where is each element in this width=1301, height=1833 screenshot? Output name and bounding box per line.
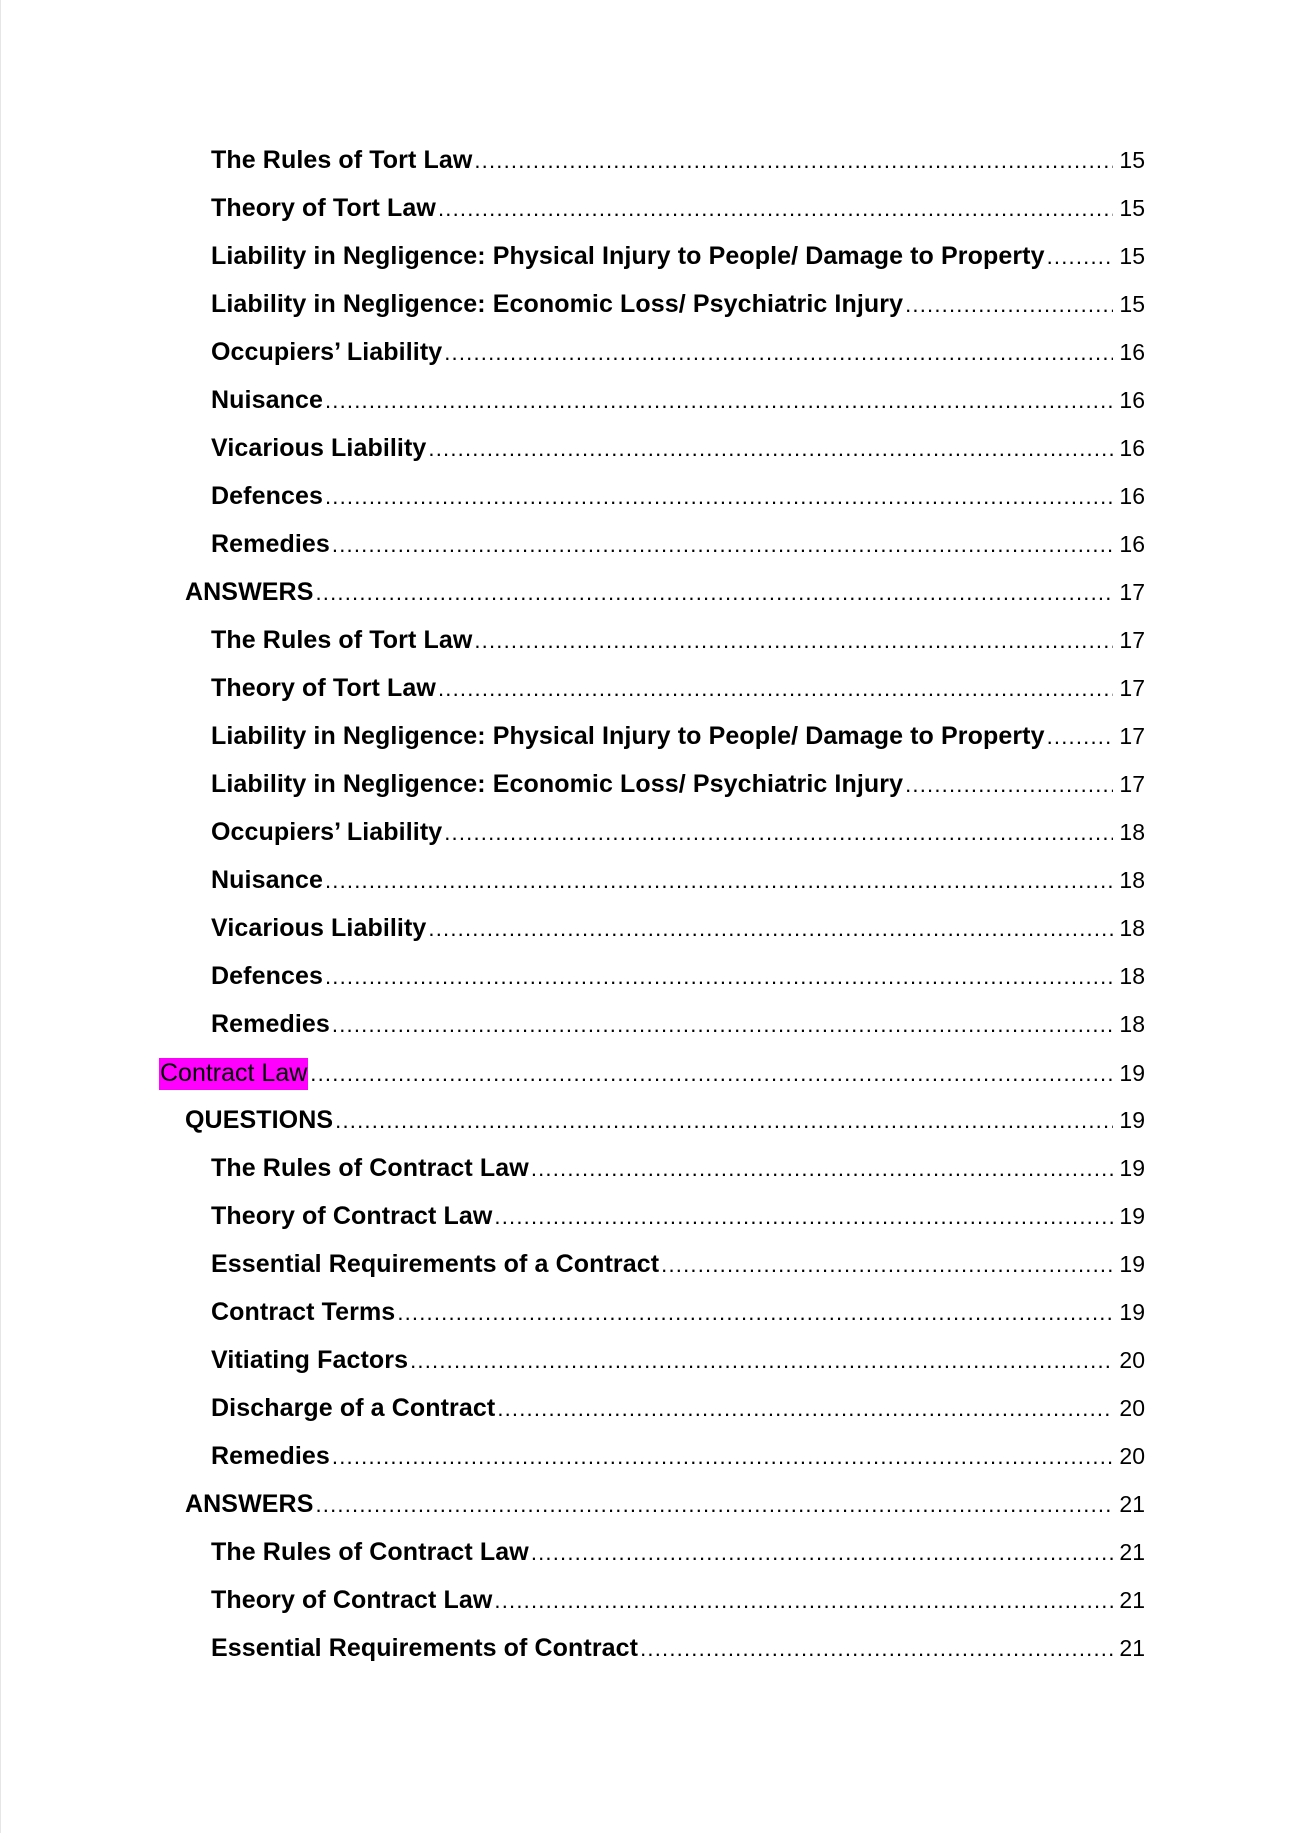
toc-page-number: 21 <box>1119 1539 1145 1565</box>
toc-dot-leader <box>531 1540 1113 1566</box>
toc-entry[interactable] <box>1 866 1301 914</box>
toc-entry[interactable] <box>1 146 1301 194</box>
toc-section-answers[interactable] <box>1 578 1301 626</box>
toc-page-number: 20 <box>1119 1395 1145 1421</box>
toc-entry-title: Liability in Negligence: Physical Injury to People/ Damage to Property <box>211 722 1045 750</box>
toc-page-number: 17 <box>1119 627 1145 653</box>
toc-page-number: 18 <box>1119 915 1145 941</box>
toc-page-number: 17 <box>1119 579 1145 605</box>
toc-dot-leader <box>494 1204 1113 1230</box>
toc-page-number: 15 <box>1119 291 1145 317</box>
toc-dot-leader <box>325 964 1113 990</box>
toc-entry[interactable] <box>1 1586 1301 1634</box>
toc-entry[interactable] <box>1 914 1301 962</box>
toc-dot-leader <box>428 436 1113 462</box>
toc-dot-leader <box>332 1444 1113 1470</box>
toc-page-number: 17 <box>1119 675 1145 701</box>
toc-section-answers[interactable] <box>1 1490 1301 1538</box>
toc-page-number: 17 <box>1119 771 1145 797</box>
toc-page-number: 17 <box>1119 723 1145 749</box>
toc-entry[interactable] <box>1 1346 1301 1394</box>
toc-page-number: 19 <box>1119 1203 1145 1229</box>
toc-dot-leader <box>438 196 1113 222</box>
toc-entry-title: Defences <box>211 962 323 990</box>
toc-entry[interactable] <box>1 1202 1301 1250</box>
toc-entry-title: The Rules of Contract Law <box>211 1538 529 1566</box>
toc-entry-title: Essential Requirements of Contract <box>211 1634 639 1662</box>
toc-dot-leader <box>428 916 1113 942</box>
toc-entry-title: Nuisance <box>211 866 323 894</box>
toc-entry-title: The Rules of Tort Law <box>211 146 473 174</box>
toc-entry-title: ANSWERS <box>185 578 314 606</box>
toc-dot-leader <box>332 1012 1113 1038</box>
toc-entry-title: Remedies <box>211 530 330 558</box>
toc-page-number: 16 <box>1119 339 1145 365</box>
toc-entry-title: ANSWERS <box>185 1490 314 1518</box>
toc-entry[interactable] <box>1 386 1301 434</box>
toc-page-number: 18 <box>1119 963 1145 989</box>
toc-dot-leader <box>494 1588 1113 1614</box>
toc-entry-title: The Rules of Tort Law <box>211 626 473 654</box>
toc-dot-leader <box>332 532 1113 558</box>
toc-entry[interactable] <box>1 482 1301 530</box>
toc-entry[interactable] <box>1 1538 1301 1586</box>
toc-page-number: 15 <box>1119 147 1145 173</box>
toc-entry-title: Theory of Contract Law <box>211 1586 493 1614</box>
toc-dot-leader <box>640 1636 1113 1662</box>
toc-entry[interactable] <box>1 338 1301 386</box>
toc-entry[interactable] <box>1 770 1301 818</box>
toc-page-number: 16 <box>1119 387 1145 413</box>
toc-page-number: 19 <box>1119 1155 1145 1181</box>
toc-dot-leader <box>325 868 1113 894</box>
toc-page-number: 21 <box>1119 1491 1145 1517</box>
toc-page-number: 19 <box>1119 1107 1145 1133</box>
toc-dot-leader <box>497 1396 1113 1422</box>
toc-page-number: 18 <box>1119 1011 1145 1037</box>
toc-entry[interactable] <box>1 674 1301 722</box>
toc-dot-leader <box>1047 244 1113 270</box>
toc-dot-leader <box>325 388 1113 414</box>
toc-entry[interactable] <box>1 1634 1301 1682</box>
toc-entry[interactable] <box>1 530 1301 578</box>
toc-entry-title: Liability in Negligence: Economic Loss/ Psychiatric Injury <box>211 770 904 798</box>
toc-entry-title: Vicarious Liability <box>211 434 427 462</box>
toc-page-number: 15 <box>1119 195 1145 221</box>
toc-entry-title: Remedies <box>211 1442 330 1470</box>
toc-entry-title: Contract Terms <box>211 1298 396 1326</box>
toc-page-number: 19 <box>1119 1299 1145 1325</box>
toc-section-questions[interactable] <box>1 1106 1301 1154</box>
toc-dot-leader <box>410 1348 1113 1374</box>
toc-dot-leader <box>661 1252 1113 1278</box>
toc-entry-title: Remedies <box>211 1010 330 1038</box>
toc-dot-leader <box>531 1156 1113 1182</box>
toc-page-number: 19 <box>1119 1060 1145 1086</box>
toc-dot-leader <box>1047 724 1113 750</box>
toc-page-number: 16 <box>1119 483 1145 509</box>
toc-entry[interactable] <box>1 626 1301 674</box>
toc-dot-leader <box>315 1492 1113 1518</box>
toc-entry[interactable] <box>1 1154 1301 1202</box>
toc-page-number: 19 <box>1119 1251 1145 1277</box>
toc-dot-leader <box>474 148 1113 174</box>
toc-entry-title: Theory of Tort Law <box>211 194 436 222</box>
toc-chapter-title: Contract Law <box>159 1058 308 1090</box>
toc-page-number: 18 <box>1119 819 1145 845</box>
toc-dot-leader <box>444 820 1113 846</box>
toc-chapter-contract-law[interactable] <box>1 1058 1301 1106</box>
toc-dot-leader <box>905 772 1113 798</box>
toc-dot-leader <box>444 340 1113 366</box>
toc-page-number: 21 <box>1119 1587 1145 1613</box>
toc-entry-title: Vitiating Factors <box>211 1346 409 1374</box>
toc-dot-leader <box>438 676 1113 702</box>
toc-page-number: 15 <box>1119 243 1145 269</box>
toc-page-number: 16 <box>1119 531 1145 557</box>
toc-entry-title: QUESTIONS <box>185 1106 334 1134</box>
toc-entry-title: Theory of Tort Law <box>211 674 436 702</box>
toc-dot-leader <box>315 580 1113 606</box>
toc-dot-leader <box>397 1300 1113 1326</box>
toc-entry[interactable] <box>1 1250 1301 1298</box>
table-of-contents <box>1 146 1301 1682</box>
toc-entry-title: Liability in Negligence: Economic Loss/ Psychiatric Injury <box>211 290 904 318</box>
toc-page-number: 16 <box>1119 435 1145 461</box>
toc-entry-title: Discharge of a Contract <box>211 1394 496 1422</box>
toc-dot-leader <box>335 1108 1113 1134</box>
toc-entry-title: Liability in Negligence: Physical Injury to People/ Damage to Property <box>211 242 1045 270</box>
toc-page-number: 20 <box>1119 1443 1145 1469</box>
toc-entry-title: Theory of Contract Law <box>211 1202 493 1230</box>
toc-entry[interactable] <box>1 1298 1301 1346</box>
toc-dot-leader <box>310 1061 1113 1087</box>
toc-entry-title: Occupiers’ Liability <box>211 338 443 366</box>
toc-entry[interactable] <box>1 722 1301 770</box>
toc-entry[interactable] <box>1 1010 1301 1058</box>
toc-entry[interactable] <box>1 194 1301 242</box>
toc-dot-leader <box>474 628 1113 654</box>
toc-entry[interactable] <box>1 818 1301 866</box>
toc-entry-title: Essential Requirements of a Contract <box>211 1250 660 1278</box>
toc-entry-title: Defences <box>211 482 323 510</box>
toc-entry-title: Occupiers’ Liability <box>211 818 443 846</box>
toc-entry-title: Vicarious Liability <box>211 914 427 942</box>
toc-page-number: 18 <box>1119 867 1145 893</box>
toc-entry[interactable] <box>1 962 1301 1010</box>
toc-entry-title: Nuisance <box>211 386 323 414</box>
toc-entry[interactable] <box>1 434 1301 482</box>
toc-entry[interactable] <box>1 1394 1301 1442</box>
toc-entry-title: The Rules of Contract Law <box>211 1154 529 1182</box>
toc-dot-leader <box>905 292 1113 318</box>
toc-page-number: 21 <box>1119 1635 1145 1661</box>
toc-entry[interactable] <box>1 1442 1301 1490</box>
toc-page-number: 20 <box>1119 1347 1145 1373</box>
toc-entry[interactable] <box>1 242 1301 290</box>
toc-entry[interactable] <box>1 290 1301 338</box>
toc-dot-leader <box>325 484 1113 510</box>
